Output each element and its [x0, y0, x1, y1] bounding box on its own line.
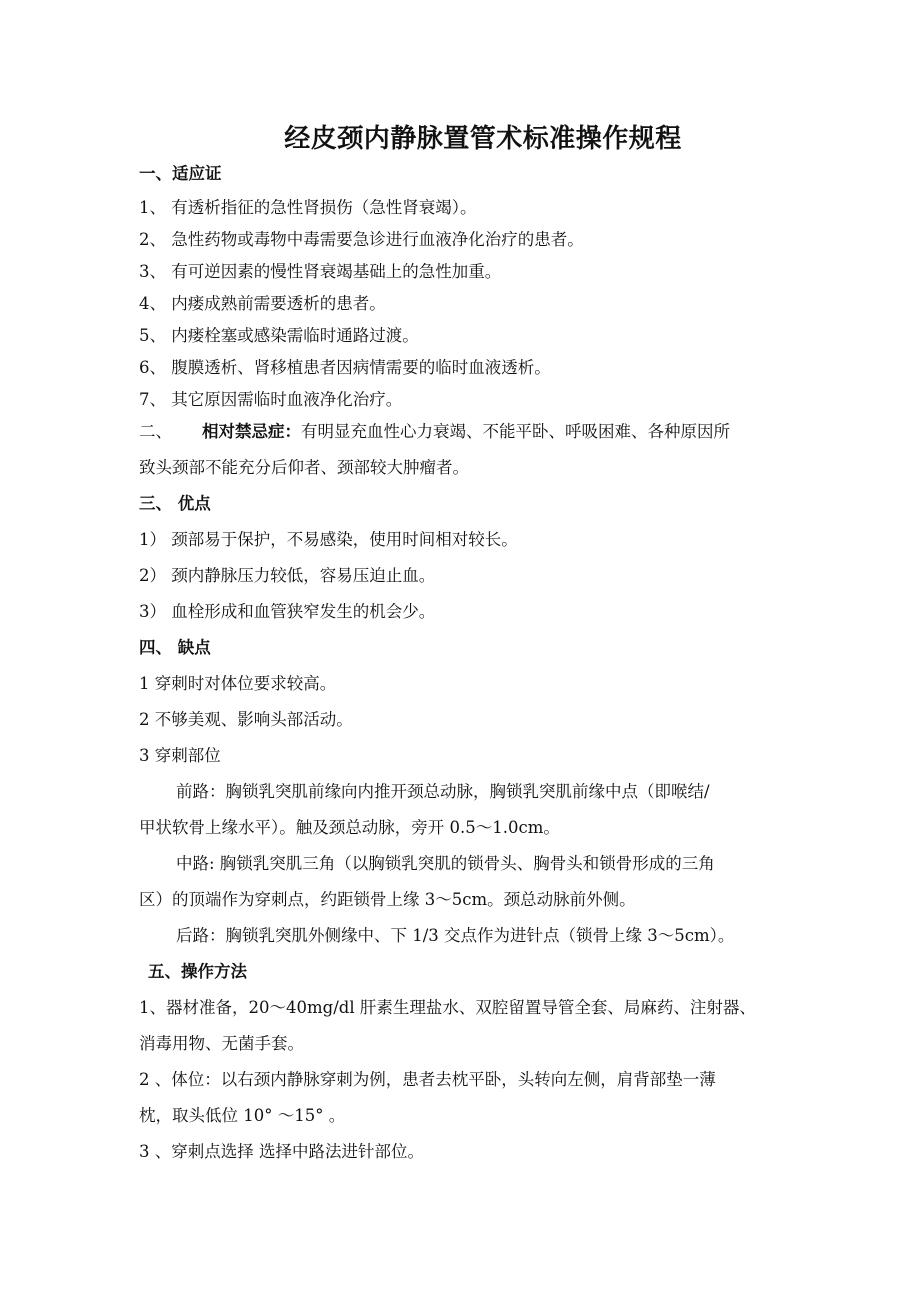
- paragraph-middle-approach: 中路: 胸锁乳突肌三角（以胸锁乳突肌的锁骨头、胸骨头和锁骨形成的三角: [176, 854, 715, 873]
- section-heading-procedure: 五、操作方法: [148, 962, 247, 981]
- list-item: 5、 内瘘栓塞或感染需临时通路过渡。: [139, 326, 419, 345]
- section-contraindications: [139, 424, 789, 441]
- list-item: 1） 颈部易于保护，不易感染，使用时间相对较长。: [139, 530, 518, 549]
- list-item: 3） 血栓形成和血管狭窄发生的机会少。: [139, 602, 436, 621]
- list-item: 6、 腹膜透析、肾移植患者因病情需要的临时血液透析。: [139, 358, 551, 377]
- section-heading-disadvantages: 四、 缺点: [139, 638, 211, 657]
- paragraph-equipment: 1、器材准备，20～40mg/dl 肝素生理盐水、双腔留置导管全套、局麻药、注射器、: [139, 998, 756, 1017]
- list-item: 2） 颈内静脉压力较低，容易压迫止血。: [139, 566, 436, 585]
- section-heading-advantages: 三、 优点: [139, 494, 211, 513]
- document-title: 经皮颈内静脉置管术标准操作规程: [284, 124, 682, 154]
- list-item: 1 穿刺时对体位要求较高。: [139, 674, 337, 693]
- paragraph-continuation: 区）的顶端作为穿刺点，约距锁骨上缘 3～5cm。颈总动脉前外侧。: [139, 890, 636, 909]
- list-item: 1、 有透析指征的急性肾损伤（急性肾衰竭）。: [139, 198, 477, 217]
- paragraph-continuation: 枕，取头低位 10° ～15° 。: [139, 1106, 346, 1125]
- paragraph-front-approach: 前路：胸锁乳突肌前缘向内推开颈总动脉，胸锁乳突肌前缘中点（即喉结/: [176, 782, 710, 801]
- section-label: 相对禁忌症：: [202, 422, 301, 441]
- section-heading-indications: 一、适应证: [139, 164, 222, 183]
- list-item: 3、 有可逆因素的慢性肾衰竭基础上的急性加重。: [139, 262, 502, 281]
- list-item: 3 穿刺部位: [139, 746, 221, 765]
- section-number: 二、: [139, 422, 172, 441]
- list-item: 4、 内瘘成熟前需要透析的患者。: [139, 294, 386, 313]
- paragraph-text: 有明显充血性心力衰竭、不能平卧、呼吸困难、各种原因所: [301, 422, 730, 441]
- paragraph-position: 2 、体位：以右颈内静脉穿刺为例，患者去枕平卧，头转向左侧，肩背部垫一薄: [139, 1070, 716, 1089]
- paragraph-continuation: 致头颈部不能充分后仰者、颈部较大肿瘤者。: [139, 458, 469, 477]
- list-item: 7、 其它原因需临时血液净化治疗。: [139, 390, 403, 409]
- list-item: 2、 急性药物或毒物中毒需要急诊进行血液净化治疗的患者。: [139, 230, 584, 249]
- list-item: 2 不够美观、影响头部活动。: [139, 710, 353, 729]
- paragraph-puncture-point: 3 、穿刺点选择 选择中路法进针部位。: [139, 1142, 424, 1161]
- paragraph-continuation: 消毒用物、无菌手套。: [139, 1034, 304, 1053]
- paragraph-back-approach: 后路：胸锁乳突肌外侧缘中、下 1/3 交点作为进针点（锁骨上缘 3～5cm）。: [176, 926, 735, 945]
- paragraph-continuation: 甲状软骨上缘水平）。触及颈总动脉，旁开 0.5～1.0cm。: [139, 818, 560, 837]
